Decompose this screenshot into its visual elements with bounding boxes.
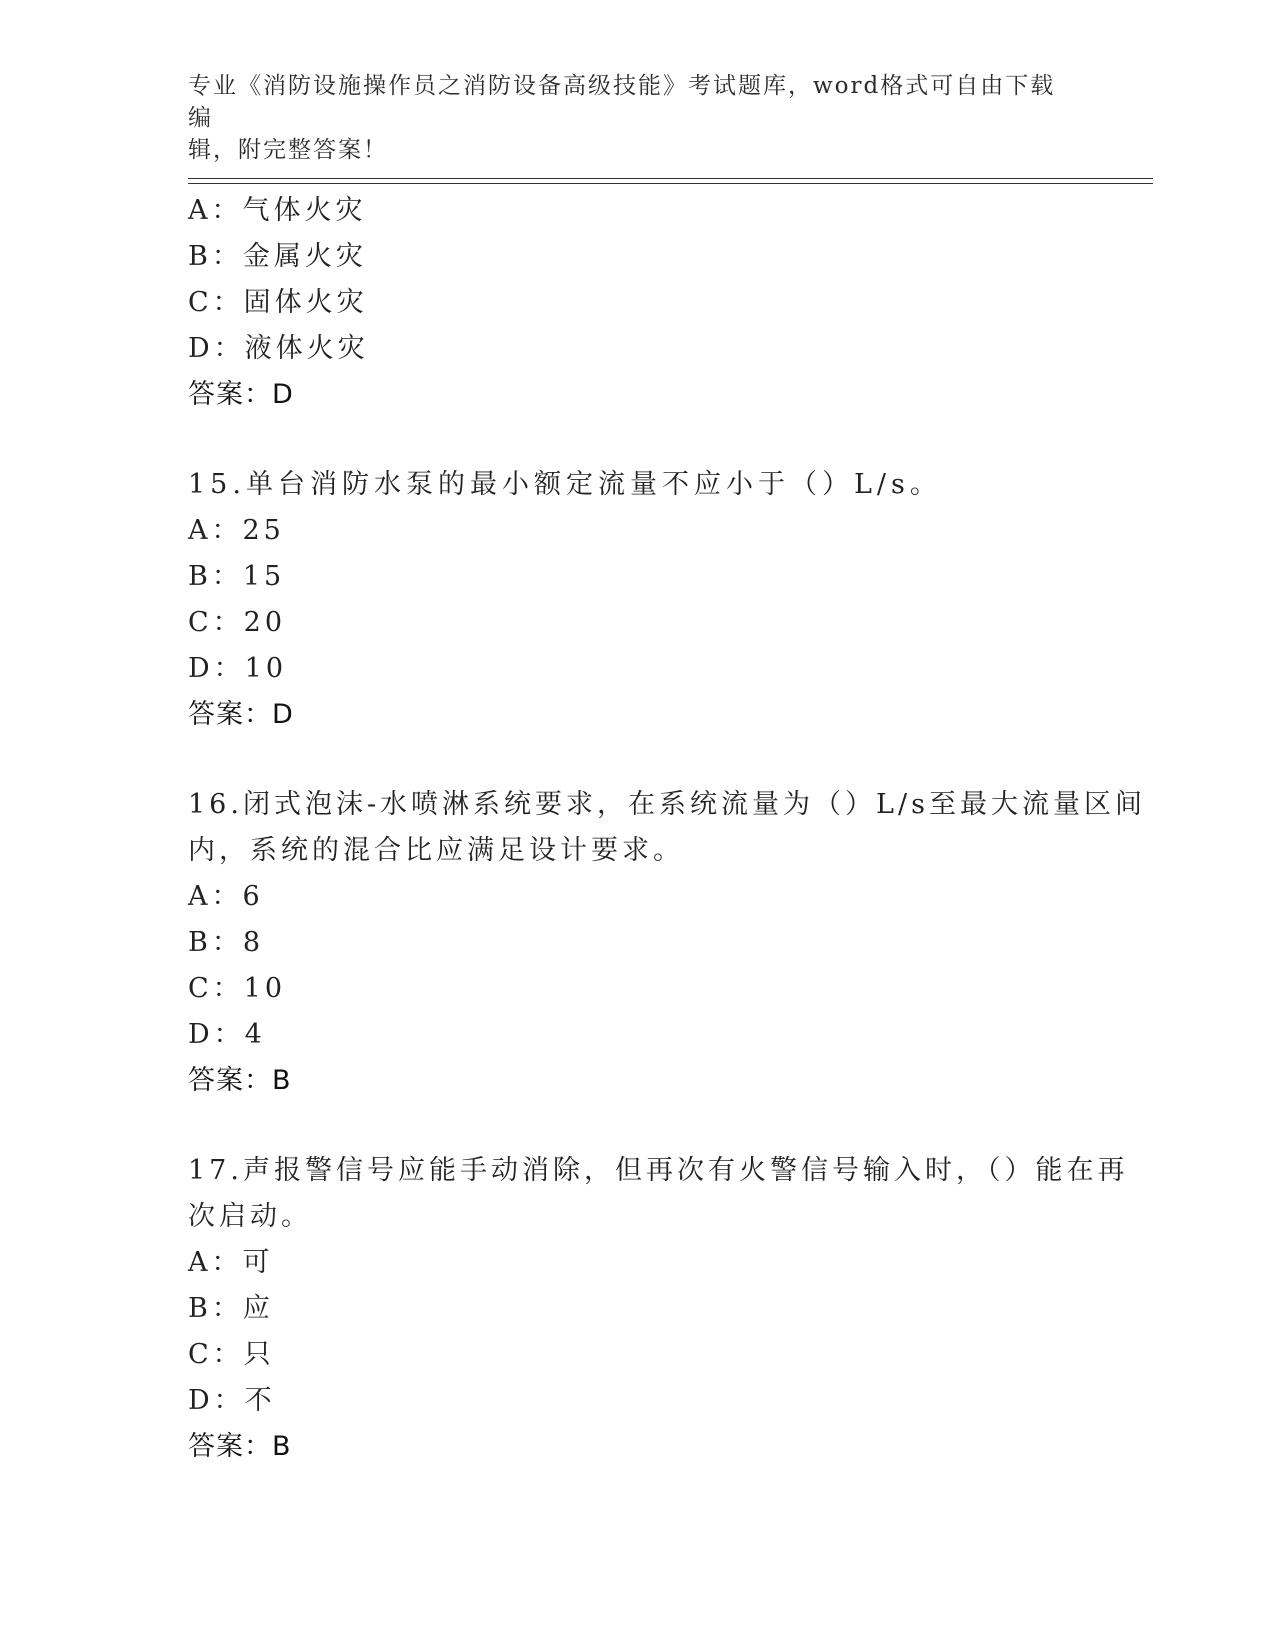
question-15 [188, 462, 1088, 738]
option-d: D：4 [188, 1019, 266, 1050]
option-b: B：应 [188, 1293, 274, 1324]
question-spacer [188, 1104, 1088, 1148]
option-b: B：金属火灾 [188, 241, 367, 272]
option-d: D：液体火灾 [188, 333, 369, 364]
header-line-1: 专业《消防设施操作员之消防设备高级技能》考试题库，word格式可自由下载编 [188, 73, 1056, 131]
header-line-2: 辑，附完整答案！ [188, 137, 388, 163]
option-b: B：15 [188, 561, 286, 592]
option-c: C：10 [188, 973, 287, 1004]
option-c: C：只 [188, 1339, 275, 1370]
document-header [188, 70, 1068, 166]
question-spacer [188, 418, 1088, 462]
question-spacer [188, 738, 1088, 782]
header-divider-top [188, 178, 1153, 179]
question-stem: 15.单台消防水泵的最小额定流量不应小于（）L/s。 [188, 469, 942, 500]
option-a: A：6 [188, 881, 264, 912]
answer-line: 答案：D [188, 379, 294, 410]
question-14-continued [188, 188, 1088, 418]
question-17 [188, 1148, 1129, 1470]
question-list [188, 188, 1146, 1470]
question-stem-line-2: 内，系统的混合比应满足设计要求。 [188, 835, 684, 866]
option-c: C：20 [188, 607, 287, 638]
question-stem-line-1: 17.声报警信号应能手动消除，但再次有火警信号输入时，（）能在再 [188, 1155, 1129, 1186]
option-a: A：可 [188, 1247, 274, 1278]
option-a: A：气体火灾 [188, 195, 367, 226]
option-d: D：10 [188, 653, 288, 684]
answer-line: 答案：B [188, 1431, 292, 1462]
question-16 [188, 782, 1146, 1104]
question-stem-line-2: 次启动。 [188, 1201, 312, 1232]
header-divider-bottom [188, 183, 1153, 184]
option-d: D：不 [188, 1385, 276, 1416]
option-a: A：25 [188, 515, 285, 546]
answer-line: 答案：B [188, 1065, 292, 1096]
question-stem-line-1: 16.闭式泡沫-水喷淋系统要求，在系统流量为（）L/s至最大流量区间 [188, 789, 1146, 820]
answer-line: 答案：D [188, 699, 294, 730]
option-c: C：固体火灾 [188, 287, 368, 318]
option-b: B：8 [188, 927, 265, 958]
